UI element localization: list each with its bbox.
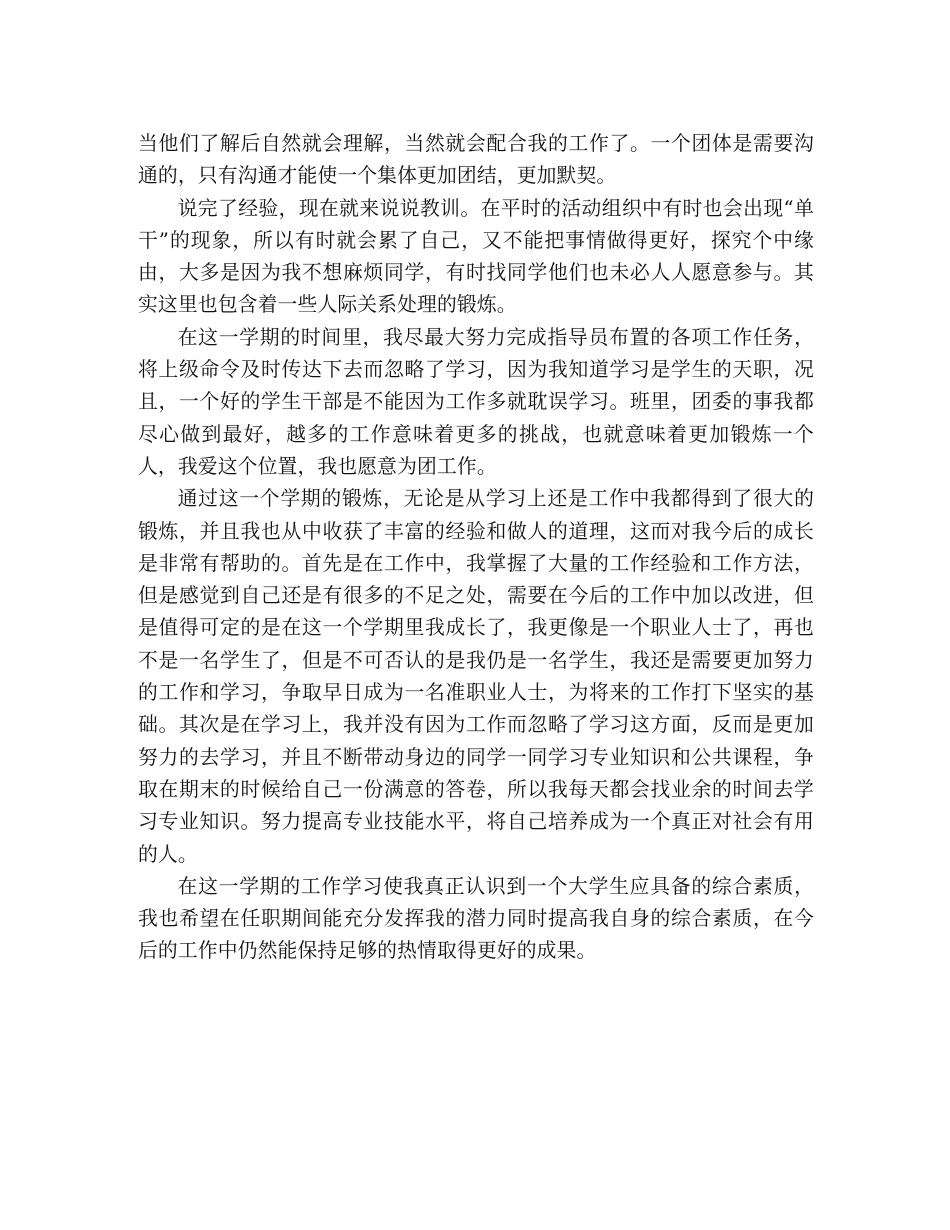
document-page — [138, 128, 814, 968]
paragraph-conclusion: 在这一学期的工作学习使我真正认识到一个大学生应具备的综合素质，我也希望在任职期间能充分发挥我的潜力同时提高我自身的综合素质，在今后的工作中仍然能保持足够的热情取得更好的成果。 — [138, 874, 814, 963]
paragraph-gains: 通过这一个学期的锻炼，无论是从学习上还是工作中我都得到了很大的锻炼，并且我也从中收获了丰富的经验和做人的道理，这而对我今后的成长是非常有帮助的。首先是在工作中，我掌握了大量的工作经验和工作方法，但是感觉到自己还是有很多的不足之处，需要在今后的工作中加以改进，但是值得可定的是在这一个学期里我成长了，我更像是一个职业人士了，再也不是一名学生了，但是不可否认的是我仍是一名学生，我还是需要更加努力的工作和学习，争取早日成为一名准职业人士，为将来的工作打下坚实的基础。其次是在学习上，我并没有因为工作而忽略了学习这方面，反而是更加努力的去学习，并且不断带动身边的同学一同学习专业知识和公共课程，争取在期末的时候给自己一份满意的答卷，所以我每天都会找业余的时间去学习专业知识。努力提高专业技能水平，将自己培养成为一个真正对社会有用的人。 — [138, 487, 814, 866]
paragraph-semester-work: 在这一学期的时间里，我尽最大努力完成指导员布置的各项工作任务，将上级命令及时传达下去而忽略了学习，因为我知道学习是学生的天职，况且，一个好的学生干部是不能因为工作多就耽误学习。班里，团委的事我都尽心做到最好，越多的工作意味着更多的挑战，也就意味着更加锻炼一个人，我爱这个位置，我也愿意为团工作。 — [138, 325, 814, 478]
paragraph-continuation: 当他们了解后自然就会理解，当然就会配合我的工作了。一个团体是需要沟通的，只有沟通才能使一个集体更加团结，更加默契。 — [138, 132, 814, 188]
paragraph-lessons: 说完了经验，现在就来说说教训。在平时的活动组织中有时也会出现“单干”的现象，所以有时就会累了自己，又不能把事情做得更好，探究个中缘由，大多是因为我不想麻烦同学，有时找同学他们也未必人人愿意参与。其实这里也包含着一些人际关系处理的锻炼。 — [138, 196, 814, 317]
